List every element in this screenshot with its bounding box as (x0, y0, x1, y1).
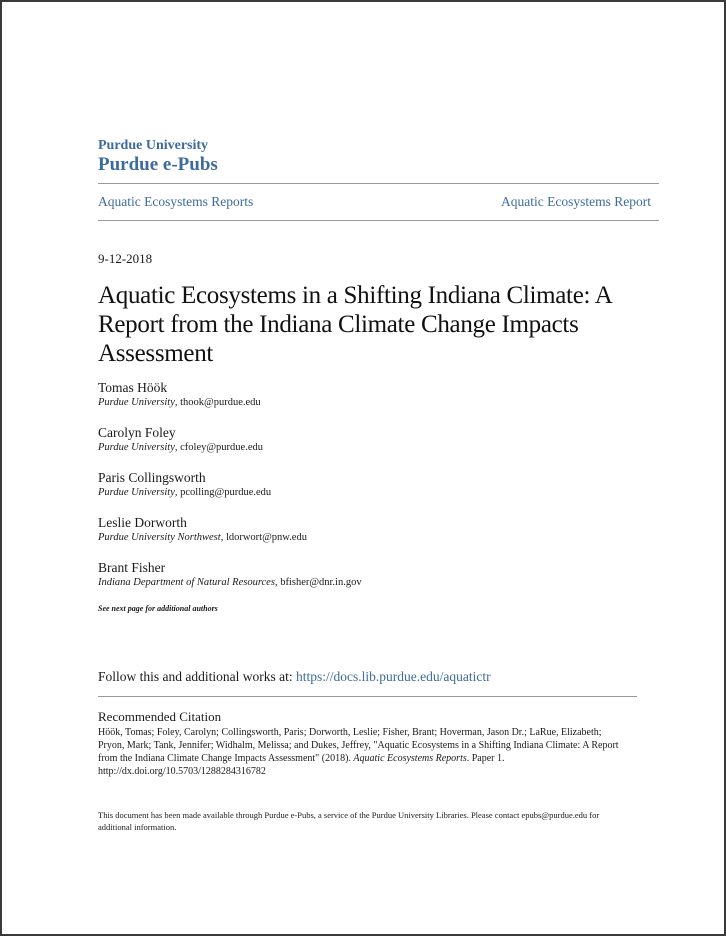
author-name: Carolyn Foley (98, 425, 176, 440)
author-affiliation (98, 531, 658, 545)
follow-line (98, 669, 491, 685)
author-email: , pcolling@purdue.edu (174, 487, 272, 498)
header-divider-bottom (98, 220, 659, 221)
disclaimer-text: This document has been made available through Purdue e-Pubs, a service of the Purdue University Libraries. Please contact epubs@purdue.edu for additional information. (98, 810, 600, 832)
citation-journal: Aquatic Ecosystems Reports (353, 753, 467, 764)
author-affiliation (98, 441, 658, 455)
author-affiliation (98, 396, 658, 410)
university-name[interactable]: Purdue University (98, 138, 209, 153)
author-name: Paris Collingsworth (98, 470, 206, 485)
author-entry (98, 379, 658, 424)
author-entry (98, 424, 658, 469)
author-email: , cfoley@purdue.edu (174, 442, 263, 453)
collection-url-link[interactable]: https://docs.lib.purdue.edu/aquatictr (296, 669, 491, 684)
author-entry (98, 469, 658, 514)
header-divider-top (98, 183, 659, 184)
institution-block (98, 138, 218, 176)
author-entry (98, 559, 658, 604)
author-affiliation (98, 576, 658, 590)
author-email: , thook@purdue.edu (174, 397, 261, 408)
collection-link[interactable]: Aquatic Ecosystems Reports (98, 194, 254, 209)
series-link[interactable]: Aquatic Ecosystems Report (501, 194, 651, 209)
affiliation-name: Purdue University (98, 397, 175, 408)
author-entry (98, 514, 658, 559)
affiliation-name: Purdue University Northwest (98, 532, 221, 543)
affiliation-name: Indiana Department of Natural Resources (98, 577, 275, 588)
affiliation-name: Purdue University (98, 487, 175, 498)
author-email: , bfisher@dnr.in.gov (274, 577, 362, 588)
repository-name[interactable]: Purdue e-Pubs (98, 154, 218, 175)
see-next-note: See next page for additional authors (98, 604, 218, 613)
author-affiliation (98, 486, 658, 500)
author-name: Brant Fisher (98, 560, 166, 575)
author-list (98, 379, 658, 604)
citation-doi[interactable]: http://dx.doi.org/10.5703/1288284316782 (98, 766, 266, 777)
citation-divider (98, 696, 637, 697)
citation-tail: . Paper 1. (466, 753, 505, 764)
citation-text (98, 726, 628, 778)
affiliation-name: Purdue University (98, 442, 175, 453)
author-name: Tomas Höök (98, 380, 168, 395)
document-title: Aquatic Ecosystems in a Shifting Indiana Climate: A Report from the Indiana Climate Change Impacts Assessment (98, 282, 612, 367)
follow-text: Follow this and additional works at: (98, 669, 296, 684)
author-email: , ldorwort@pnw.edu (220, 532, 307, 543)
citation-heading: Recommended Citation (98, 709, 222, 724)
citation-body: Höök, Tomas; Foley, Carolyn; Collingsworth, Paris; Dorworth, Leslie; Fisher, Brant; Hoverman, Jason Dr.; LaRue, Elizabeth; Pryon, Mark; Tank, Jennifer; Widhalm, Melissa; and Dukes, Jeffrey, "Aquatic Ecosystems in a Shifting Indiana Climate: A Report from the Indiana Climate Change Impacts Assessment" (2018). (98, 727, 619, 764)
publication-date: 9-12-2018 (98, 251, 153, 266)
author-name: Leslie Dorworth (98, 515, 187, 530)
